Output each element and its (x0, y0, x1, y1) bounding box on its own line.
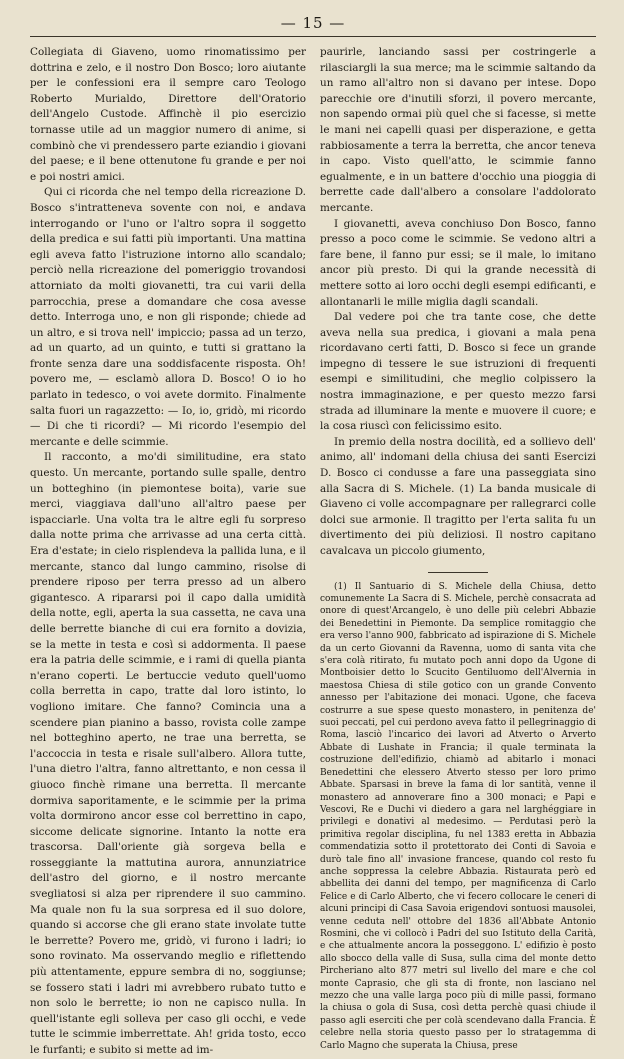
footnote: (1) Il Santuario di S. Michele della Chiusa, detto comunemente La Sacra di S. Michele, perchè consacrata ad onore di quest'Arcangelo, è uno delle più celebri Abbazie dei Benedettini in Piemonte. Da semplice romitaggio che era verso l'anno 900, fabbricato ad ispirazione di S. Michele da un certo Giovanni da Ravenna, uomo di santa vita che s'era colà ritirato, fu mutato poch anni dopo da Ugone di Montboisier detto lo Scucito Gentiluomo dell'Alvernia in maestosa Chiesa di stile gotico con un grande Convento annesso per l'abitazione dei monaci. Ugone, che faceva costrurre a sue spese questo monastero, in penitenza de' suoi peccati, pel cui perdono aveva fatto il pellegrinaggio di Roma, lasciò l'incarico dei lavori ad Atverto o Arverto Abbate di Lushate in Francia; il quale terminata la costruzione dell'edifizio, chiamò ad abitarlo i monaci Benedettini che elessero Atverto stesso per loro primo Abbate. Sparsasi in breve la fama di lor santità, venne il monastero ad annoverare fino a 300 monaci; e Papi e Vescovi, Re e Duchi vi diedero a gara nel larghéggiare in privilegi e donativi al medesimo. — Perdutasi però la primitiva regolar disciplina, fu nel 1383 eretta in Abbazia commendatizia sotto il protettorato dei Conti di Savoia e durò tale fino all' invasione francese, quando col resto fu anche soppressa la celebre Abbazia. Ristaurata però ed abbellita dei danni del tempo, per magnificenza di Carlo Felice e di Carlo Alberto, che vi fecero collocare le ceneri di alcuni principi di Casa Savoia erigendovi sontuosi mausolei, venne ceduta nell' ottobre del 1836 all'Abbate Antonio Rosmini, che vi collocò i Padri del suo Istituto della Carità, e che attualmente ancora la posseggono. L' edifizio è posto allo sbocco della valle di Susa, sulla cima del monte detto Pircheriano alto 877 metri sul livello del mare e che col monte Caprasio, che gli sta di fronte, non lasciano nel mezzo che una valle larga poco più di mille passi, formano la chiusa o gola di Susa, così detta perchè quasi chiude il passo agli eserciti che per colà scendevano dalla Francia. È celebre nella storia questo passo per lo stratagemma di Carlo Magno che superata la Chiusa, prese (320, 581, 596, 1051)
right-paragraph-4: In premio della nostra docilità, ed a sollievo dell' animo, all' indomani della chiusa dei santi Esercizi D. Bosco ci condusse a fare una passeggiata sino alla Sacra di S. Michele. (1) La banda musicale di Giaveno ci volle accompagnare per rallegrarci colle dolci sue armonie. Il tragitto per l'erta salita fu un divertimento dei più deliziosi. Il nostro capitano cavalcava un piccolo giumento, (320, 435, 596, 557)
left-paragraph-3: Il racconto, a mo'di similitudine, era stato questo. Un mercante, portando sulle spalle, dentro un botteghino (in piemontese boita), varie sue merci, viaggiava dall'uno all'altro paese per ispacciarle. Una volta tra le altre egli fu sorpreso dalla notte prima che arrivasse ad una certa città. Era d'estate; in cielo risplendeva la pallida luna, e il mercante, stanco dal lungo cammino, risolse di prendere riposo per terra presso ad un albero gigantesco. A ripararsi poi il capo dalla umidità della notte, egli, aperta la sua cassetta, ne cava una delle berrette bianche di cui era fornito a dovizia, se la mette in testa e così si addormenta. Il paese era la patria delle scimmie, e i rami di quella pianta n'erano coperti. Le bertuccie veduto quell'uomo colla berretta in capo, tratte dal loro istinto, lo vogliono imitare. Che fanno? Comincia una a scendere pian pianino a basso, rovista colle zampe nel botteghino aperto, ne trae una berretta, se l'accoccia in testa e risale sull'albero. Allora tutte, l'una dietro l'altra, fanno altrettanto, e non cessa il giuoco finchè rimane una berretta. Il mercante dormiva saporitamente, e le scimmie per la prima volta dormirono ancor esse col berrettino in capo, siccome delicate signorine. Intanto la notte era trascorsa. Dall'oriente già sorgeva bella e rosseggiante la mattutina aurora, annunziatrice dell'astro del giorno, e il nostro mercante svegliatosi si alza per riprendere il suo cammino. Ma quale non fu la sua sorpresa ed il suo dolore, quando si accorse che gli erano state involate tutte le berrette? Povero me, gridò, vi furono i ladri; io sono rovinato. Ma osservando meglio e riflettendo più attentamente, eppure sembra di no, soggiunse; se fossero stati i ladri mi avrebbero rubato tutto e non solo le berrette; io non ne capisco nulla. In quell'istante egli solleva per caso gli occhi, e vede tutte le scimmie imberrettate. Ah! grida tosto, ecco le furfanti; e subito si mette ad im- (30, 451, 306, 1056)
right-paragraph-3: Dal vedere poi che tra tante cose, che dette aveva nella sua predica, i giovani a mala pena ricordavano certi fatti, D. Bosco si fece un grande impegno di tessere le sue istruzioni di frequenti esempi e similitudini, che meglio colpissero la nostra immaginazione, e per questo mezzo farsi strada ad illuminare la mente e muovere il cuore; e la cosa riuscì con felicissimo esito. (320, 311, 596, 433)
footnote-divider (428, 572, 488, 573)
left-paragraph-2: Qui ci ricorda che nel tempo della ricreazione D. Bosco s'intratteneva sovente con noi, e andava interrogando or l'uno or l'altro sopra il soggetto della predica e sui fatti più importanti. Una mattina egli aveva fatto l'istruzione intorno allo scandalo; perciò nella ricreazione del pomeriggio trovandosi attorniato da molti giovanetti, tra cui varii della parrocchia, prese a domandare che cosa avesse detto. Interroga uno, e non gli risponde; chiede ad un altro, e si trova nell' impiccio; passa ad un terzo, ad un quarto, ad un quinto, e tutti si grattano la fronte senza dare una soddisfacente risposta. Oh! povero me, — esclamò allora D. Bosco! O io ho parlato in tedesco, o voi avete dormito. Finalmente salta fuori un ragazzetto: — Io, io, gridò, mi ricordo — Di che ti ricordi? — Mi ricordo l'esempio del mercante e delle scimmie. (30, 186, 306, 448)
right-paragraph-2: I giovanetti, aveva conchiuso Don Bosco, fanno presso a poco come le scimmie. Se vedono altri a fare bene, il fanno pur essi; se il male, lo imitano ancor più presto. Di qui la grande necessità di mettere sotto ai loro occhi degli esempi edificanti, e allontanarli le mille miglia dagli scandali. (320, 217, 596, 308)
left-paragraph-1: Collegiata di Giaveno, uomo rinomatissimo per dottrina e zelo, e il nostro Don Bosco; loro aiutante per le confessioni era il sempre caro Teologo Roberto Murialdo, Direttore dell'Oratorio dell'Angelo Custode. Affinchè il pio esercizio tornasse utile ad un maggior numero di anime, si combinò che vi prendessero parte eziandio i giovani del paese; e il bene ottenutone fu grande e per noi e poi nostri amici. (30, 46, 306, 183)
page-number: — 15 — (30, 14, 596, 37)
right-paragraph-1: paurirle, lanciando sassi per costringerle a rilasciargli la sua merce; ma le scimmie saltando da un ramo all'altro non si davano per intese. Dopo parecchie ore d'inutili sforzi, il povero mercante, non sapendo ormai più quel che si facesse, si mette le mani nei capelli quasi per disperazione, e getta rabbiosamente a terra la berretta, che ancor teneva in capo. Visto quell'atto, le scimmie fanno egualmente, e in un battere d'occhio una pioggia di berrette cade dall'albero a consolare l'addolorato mercante. (320, 46, 596, 214)
